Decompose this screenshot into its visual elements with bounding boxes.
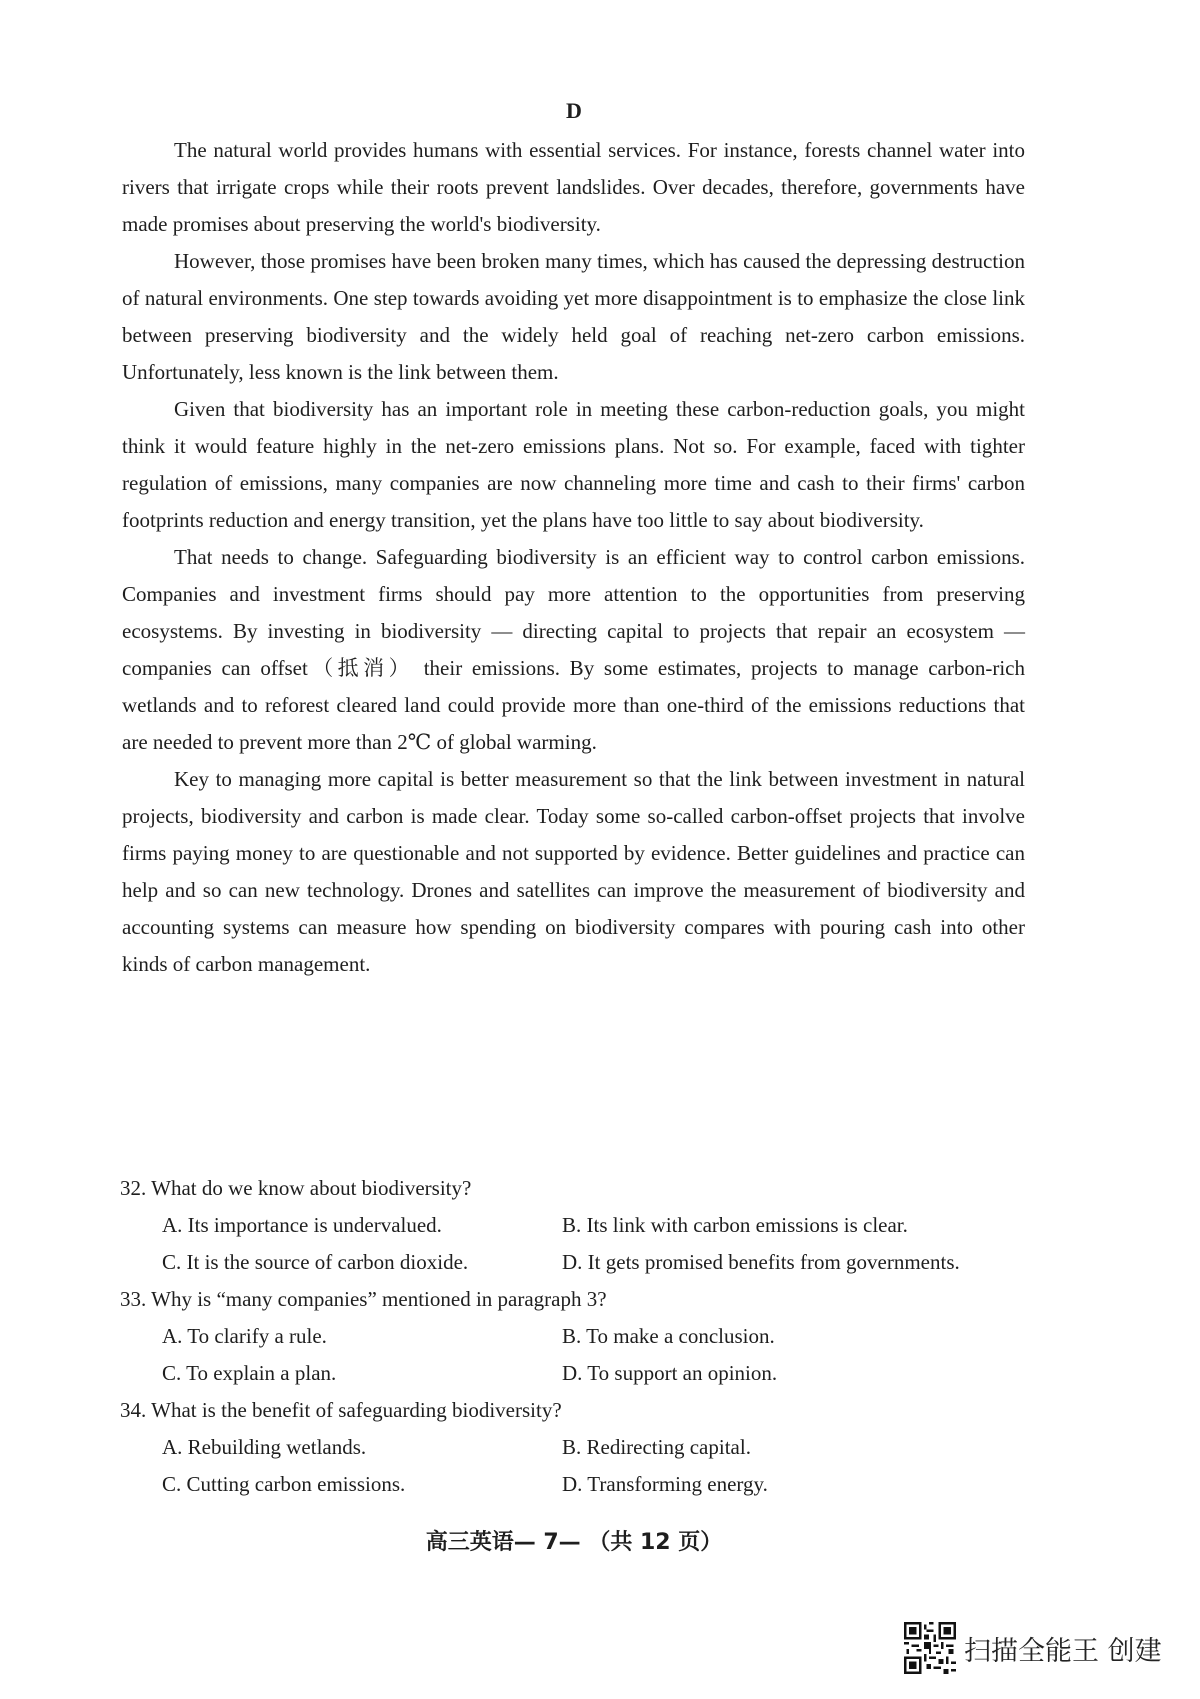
option-grid xyxy=(120,1207,1040,1281)
option-b: B. Redirecting capital. xyxy=(562,1435,751,1459)
question-stem xyxy=(120,1392,1040,1429)
reading-passage xyxy=(122,132,1025,983)
option-c: C. It is the source of carbon dioxide. xyxy=(162,1250,469,1274)
option-c: C. To explain a plan. xyxy=(162,1361,337,1385)
question-33 xyxy=(120,1281,1040,1392)
question-stem xyxy=(120,1281,1040,1318)
watermark-text: 扫描全能王 创建 xyxy=(964,1635,1162,1667)
passage-paragraph: The natural world provides humans with essential services. For instance, forests channel water into rivers that irrigate crops while their roots prevent landslides. Over decades, therefore, governments have made promises about preserving the world's biodiversity. xyxy=(122,138,1025,236)
section-heading: D xyxy=(566,98,582,123)
qr-code-icon xyxy=(904,1622,956,1674)
page-footer: 高三英语— 7— （共 12 页） xyxy=(425,1530,723,1555)
option-b: B. To make a conclusion. xyxy=(562,1324,775,1348)
question-list xyxy=(120,1170,1040,1503)
option-a: A. To clarify a rule. xyxy=(162,1324,327,1348)
option-d: D. It gets promised benefits from governments. xyxy=(562,1250,960,1274)
option-a: A. Rebuilding wetlands. xyxy=(162,1435,367,1459)
question-stem xyxy=(120,1170,1040,1207)
question-34 xyxy=(120,1392,1040,1503)
option-grid xyxy=(120,1429,1040,1503)
scanner-watermark xyxy=(904,1618,1162,1678)
option-a: A. Its importance is undervalued. xyxy=(162,1213,442,1237)
question-number: 32. xyxy=(120,1176,147,1200)
question-number: 34. xyxy=(120,1398,147,1422)
option-d: D. To support an opinion. xyxy=(562,1361,778,1385)
question-32 xyxy=(120,1170,1040,1281)
question-text: Why is “many companies” mentioned in paragraph 3? xyxy=(151,1287,607,1311)
passage-paragraph: Key to managing more capital is better measurement so that the link between investment in natural projects, biodiversity and carbon is made clear. Today some so-called carbon-offset projects that involve firms paying money to are questionable and not supported by evidence. Better guidelines and practice can help and so can new technology. Drones and satellites can improve the measurement of biodiversity and accounting systems can measure how spending on biodiversity compares with pouring cash into other kinds of carbon management. xyxy=(122,767,1025,976)
question-text: What do we know about biodiversity? xyxy=(151,1176,472,1200)
option-grid xyxy=(120,1318,1040,1392)
passage-paragraph: However, those promises have been broken many times, which has caused the depressing destruction of natural environments. One step towards avoiding yet more disappointment is to emphasize the close link between preserving biodiversity and the widely held goal of reaching net-zero carbon emissions. Unfortunately, less known is the link between them. xyxy=(122,249,1025,384)
passage-paragraph: That needs to change. Safeguarding biodiversity is an efficient way to control carbon emissions. Companies and investment firms should pay more attention to the opportunities from preserving ecosystems. By investing in biodiversity — directing capital to projects that repair an ecosystem — companies can offset（抵消） their emissions. By some estimates, projects to manage carbon-rich wetlands and to reforest cleared land could provide more than one-third of the emissions reductions that are needed to prevent more than 2℃ of global warming. xyxy=(122,545,1025,754)
option-d: D. Transforming energy. xyxy=(562,1472,768,1496)
question-number: 33. xyxy=(120,1287,147,1311)
option-b: B. Its link with carbon emissions is clear. xyxy=(562,1213,908,1237)
question-text: What is the benefit of safeguarding biodiversity? xyxy=(151,1398,562,1422)
option-c: C. Cutting carbon emissions. xyxy=(162,1472,406,1496)
passage-paragraph: Given that biodiversity has an important role in meeting these carbon-reduction goals, you might think it would feature highly in the net-zero emissions plans. Not so. For example, faced with tighter regulation of emissions, many companies are now channeling more time and cash to their firms' carbon footprints reduction and energy transition, yet the plans have too little to say about biodiversity. xyxy=(122,397,1025,532)
